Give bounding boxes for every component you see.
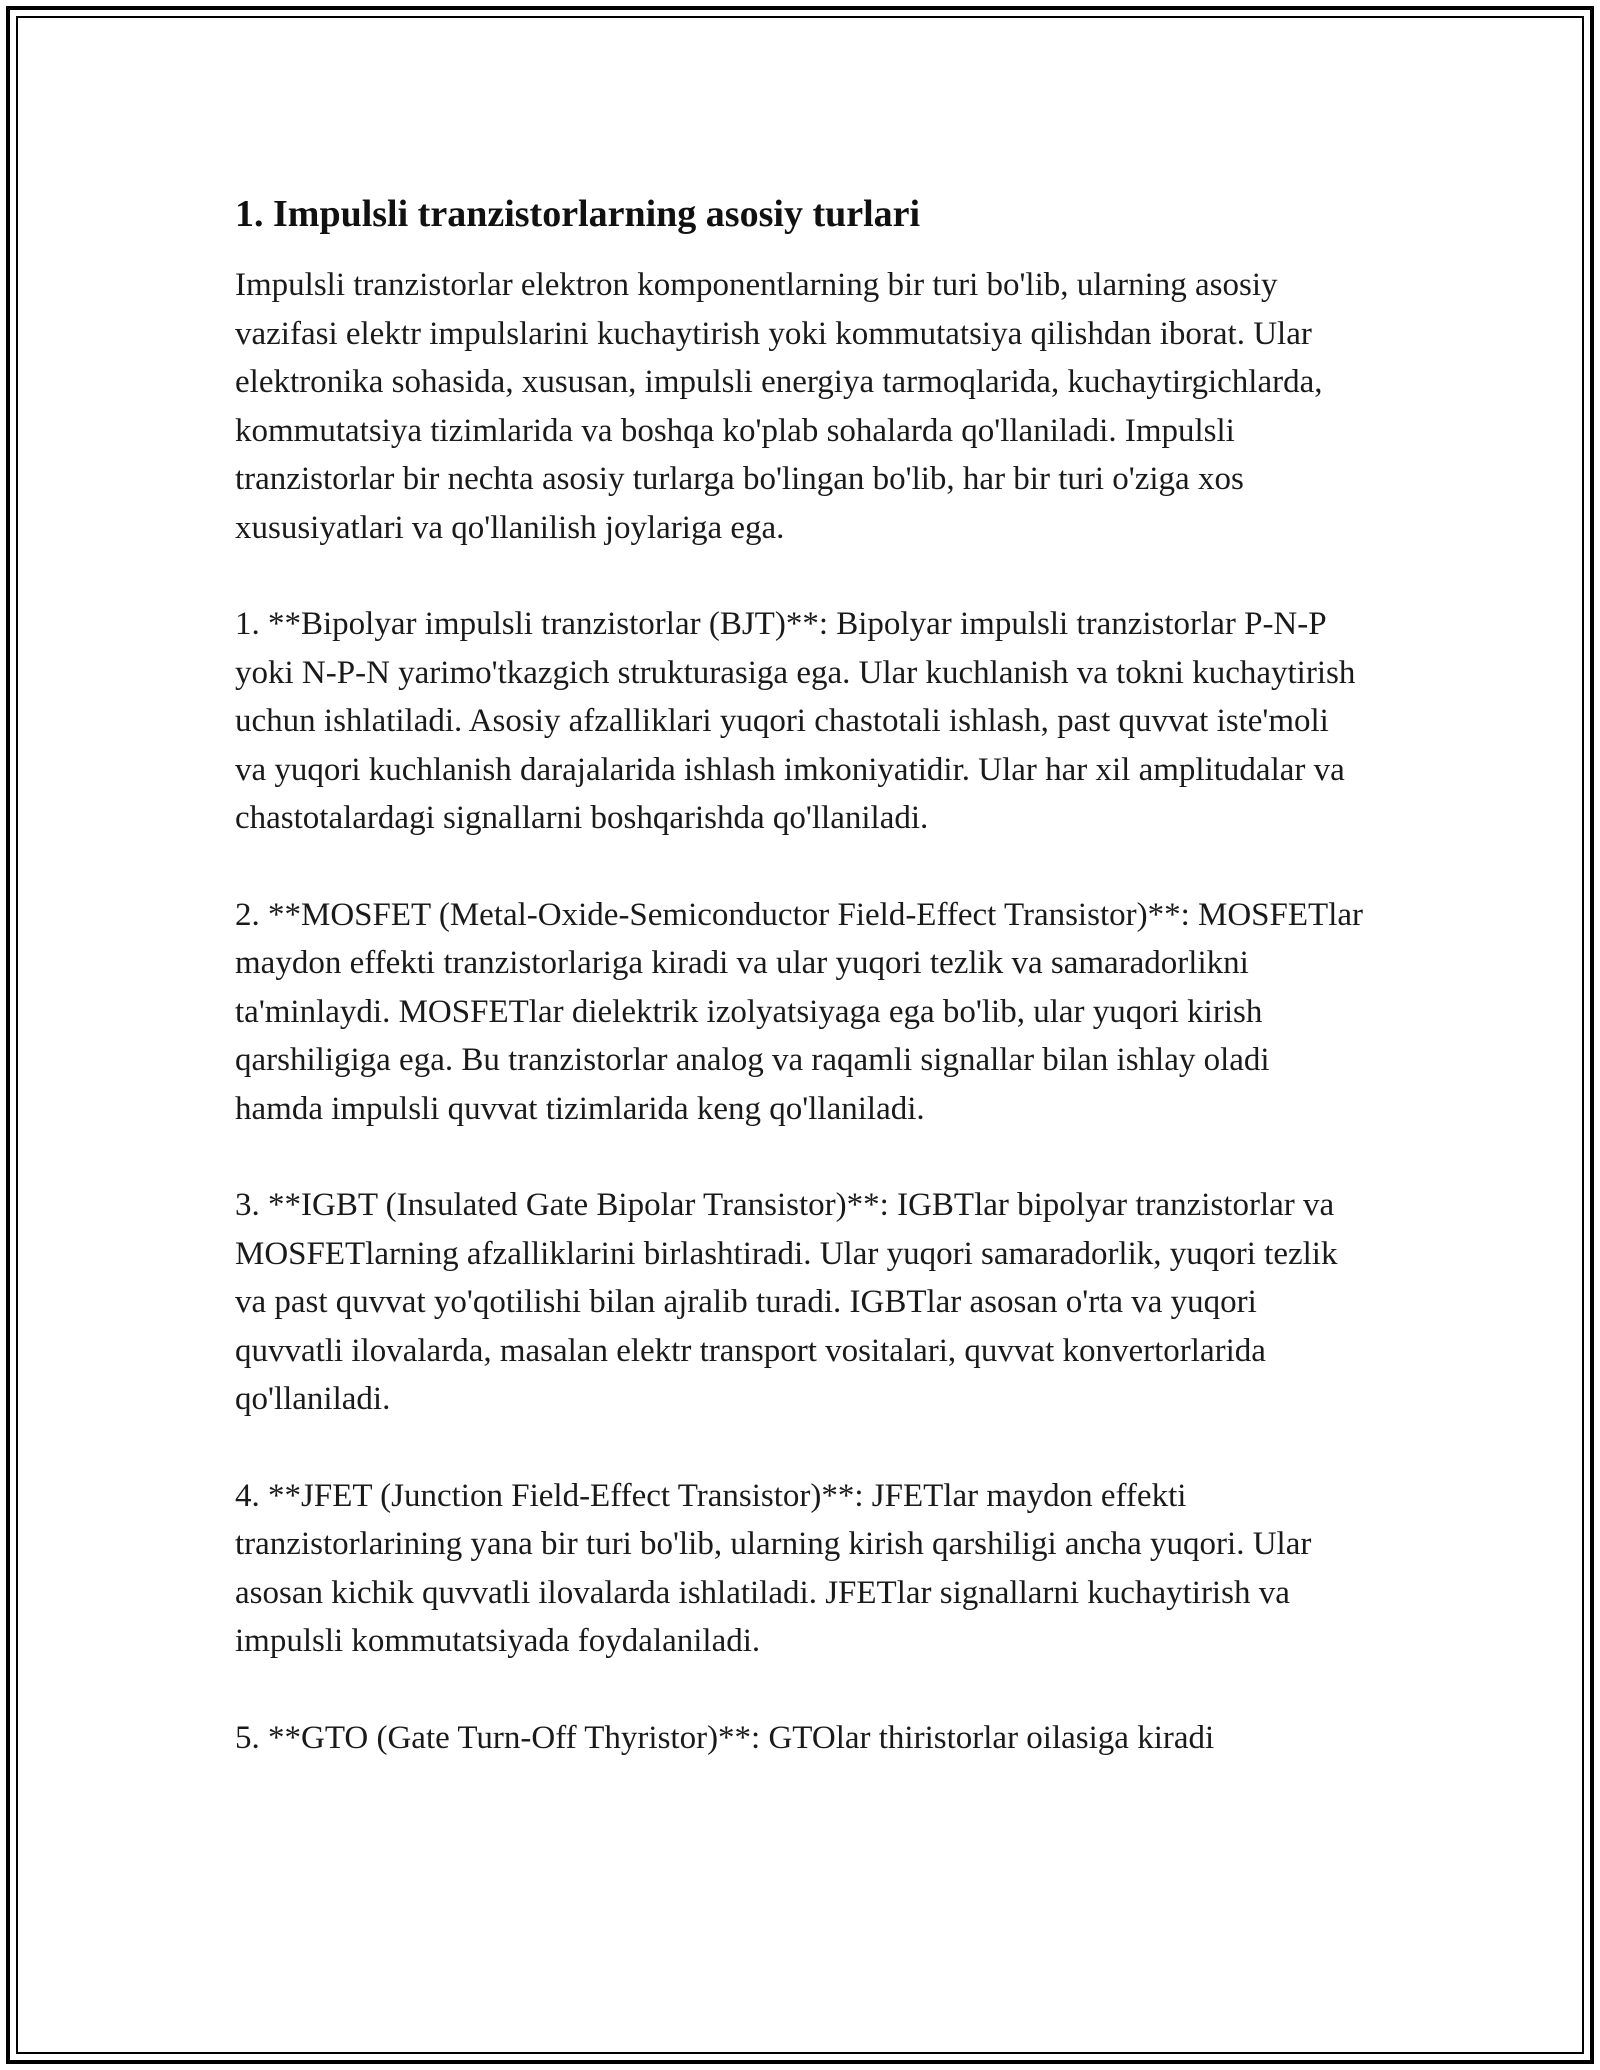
paragraph-jfet: 4. **JFET (Junction Field-Effect Transistor)**: JFETlar maydon effekti tranzistorlarining yana bir turi bo'lib, ularning kirish qarshiligi ancha yuqori. Ular asosan kichik quvvatli ilovalarda ishlatiladi. JFETlar signallarni kuchaytirish va impulsli kommutatsiyada foydalaniladi. xyxy=(235,1477,1312,1659)
document-body xyxy=(235,185,1365,1810)
section-heading: 1. Impulsli tranzistorlarning asosiy turlari xyxy=(235,193,921,235)
intro-paragraph: Impulsli tranzistorlar elektron komponentlarning bir turi bo'lib, ularning asosiy vazifasi elektr impulslarini kuchaytirish yoki kommutatsiya qilishdan iborat. Ular elektronika sohasida, xususan, impulsli energiya tarmoqlarida, kuchaytirgichlarda, kommutatsiya tizimlarida va boshqa ko'plab sohalarda qo'llaniladi. Impulsli tranzistorlar bir nechta asosiy turlarga bo'lingan bo'lib, har bir turi o'ziga xos xususiyatlari va qo'llanilish joylariga ega. xyxy=(235,267,1323,546)
paragraph-gto: 5. **GTO (Gate Turn-Off Thyristor)**: GTOlar thiristorlar oilasiga kiradi xyxy=(235,1719,1215,1756)
paragraph-mosfet: 2. **MOSFET (Metal-Oxide-Semiconductor Field-Effect Transistor)**: MOSFETlar maydon effekti tranzistorlariga kiradi va ular yuqori tezlik va samaradorlikni ta'minlaydi. MOSFETlar dielektrik izolyatsiyaga ega bo'lib, ular yuqori kirish qarshiligiga ega. Bu tranzistorlar analog va raqamli signallar bilan ishlay oladi hamda impulsli quvvat tizimlarida keng qo'llaniladi. xyxy=(235,896,1364,1127)
paragraph-bjt: 1. **Bipolyar impulsli tranzistorlar (BJT)**: Bipolyar impulsli tranzistorlar P-N-P yoki N-P-N yarimo'tkazgich strukturasiga ega. Ular kuchlanish va tokni kuchaytirish uchun ishlatiladi. Asosiy afzalliklari yuqori chastotali ishlash, past quvvat iste'moli va yuqori kuchlanish darajalarida ishlash imkoniyatidir. Ular har xil amplitudalar va chastotalardagi signallarni boshqarishda qo'llaniladi. xyxy=(235,606,1356,836)
paragraph-igbt: 3. **IGBT (Insulated Gate Bipolar Transistor)**: IGBTlar bipolyar tranzistorlar va MOSFETlarning afzalliklarini birlashtiradi. Ular yuqori samaradorlik, yuqori tezlik va past quvvat yo'qotilishi bilan ajralib turadi. IGBTlar asosan o'rta va yuqori quvvatli ilovalarda, masalan elektr transport vositalari, quvvat konvertorlarida qo'llaniladi. xyxy=(235,1187,1338,1417)
